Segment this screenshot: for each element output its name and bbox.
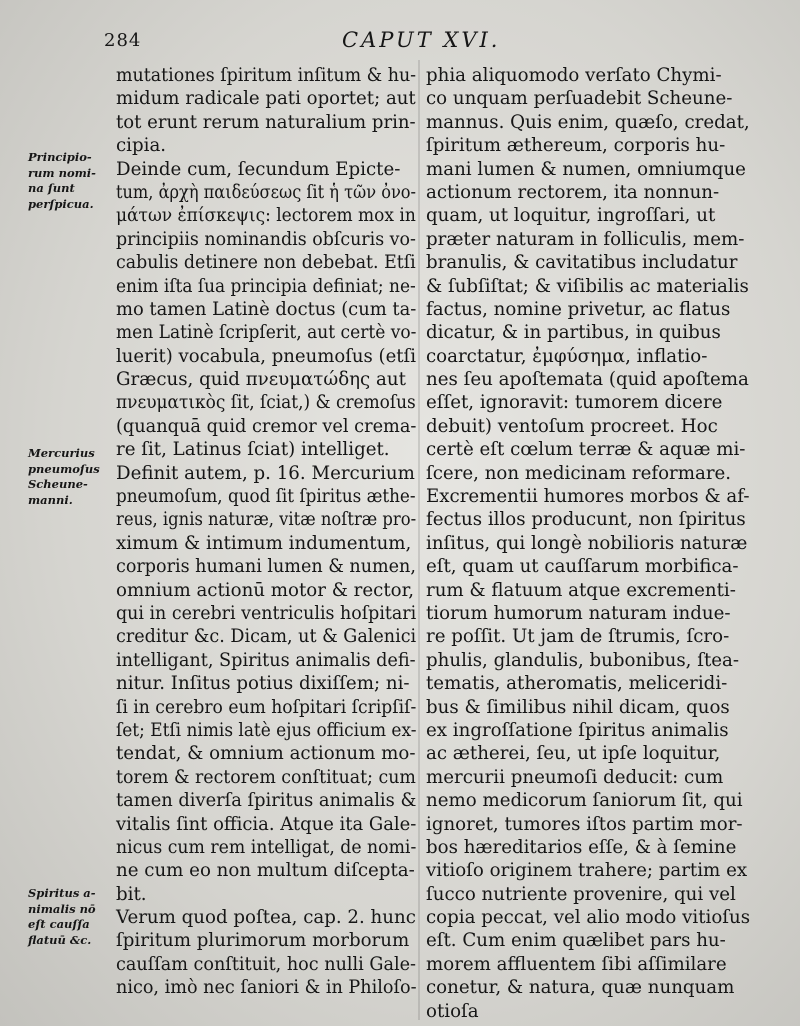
text-line: debuit) ventoſum procreet. Hoc <box>426 415 718 437</box>
text-line: nitur. Inſitus potius dixiſſem; ni- <box>116 673 410 695</box>
text-line: morem affluentem ſibi aſſimilare <box>426 953 727 975</box>
text-line: pneumoſum, quod ſit ſpiritus æthe- <box>116 486 416 508</box>
text-line: ſpiritum æthereum, corporis hu- <box>426 135 726 157</box>
text-line: actionum rectorem, ita nonnun- <box>426 181 720 203</box>
text-line: phulis, glandulis, bubonibus, ſtea- <box>426 649 740 671</box>
text-line: quam, ut loquitur, ingroſſari, ut <box>426 205 716 227</box>
margin-note-line: flatuū &c. <box>28 932 92 947</box>
text-line: πνευματικὸς ſit, ſciat,) & cremoſus <box>116 392 416 414</box>
margin-note-line: Scheune- <box>28 477 88 491</box>
margin-note-spiritus <box>28 886 114 948</box>
text-line: principiis nominandis obſcuris vo- <box>116 228 416 250</box>
text-line: mo tamen Latinè doctus (cum ta- <box>116 298 417 320</box>
text-line: bit. <box>116 883 147 905</box>
margin-note-line: na ſunt <box>28 181 75 195</box>
right-text-column <box>426 64 778 1023</box>
text-line: phia aliquomodo verſato Chymi- <box>426 65 722 86</box>
text-line: ſet; Etſi nimis latè ejus officium ex- <box>116 719 417 741</box>
text-line: certè eſt cœlum terræ & aquæ mi- <box>426 439 746 461</box>
margin-note-line: eſt cauſſa <box>28 917 90 931</box>
left-text-column <box>116 64 416 1000</box>
text-line: nico, imò nec ſaniori & in Philoſo- <box>116 977 417 999</box>
text-line: tematis, atheromatis, meliceridi- <box>426 673 728 695</box>
text-line: tiorum humorum naturam indue- <box>426 602 731 624</box>
text-line: ſpiritum plurimorum morborum <box>116 930 410 952</box>
margin-note-mercurius <box>28 446 114 508</box>
text-line: Verum quod poſtea, cap. 2. hunc <box>116 907 416 929</box>
text-line: copia peccat, vel alio modo vitioſus <box>426 907 751 929</box>
text-line: intelligant, Spiritus animalis defi- <box>116 649 416 671</box>
margin-note-line: Spiritus a- <box>28 886 96 900</box>
text-line: corporis humani lumen & numen, <box>116 556 416 578</box>
text-line: μάτων ἐπίσκεψις: lectorem mox in <box>116 205 416 227</box>
text-line: & ſubſiſtat; & viſibilis ac materialis <box>426 275 749 297</box>
text-line: ſucco nutriente provenire, qui vel <box>426 883 736 905</box>
text-line: Definit autem, p. 16. Mercurium <box>116 462 415 484</box>
text-line: ximum & intimum indumentum, <box>116 532 412 554</box>
text-line: fectus illos producunt, non ſpiritus <box>426 509 746 531</box>
text-line: enim iſta ſua principia definiat; ne- <box>116 275 416 297</box>
text-line: cauſſam conſtituit, hoc nulli Gale- <box>116 953 416 975</box>
page-number: 284 <box>104 30 142 51</box>
text-line: coarctatur, ἐμφύσημα, inflatio- <box>426 345 708 367</box>
text-line: otioſa <box>426 1000 479 1022</box>
text-line: qui in cerebri ventriculis hoſpitari <box>116 602 417 624</box>
text-line: nicus cum rem intelligat, de nomi- <box>116 836 417 858</box>
margin-note-principiorum <box>28 150 114 212</box>
margin-note-line: Principio- <box>28 150 92 164</box>
text-line: mercurii pneumoſi deducit: cum <box>426 766 724 788</box>
text-line: midum radicale pati oportet; aut <box>116 88 416 110</box>
text-line: tamen diverſa ſpiritus animalis & <box>116 790 417 812</box>
text-line: eſt. Cum enim quælibet pars hu- <box>426 930 726 952</box>
text-line: re poſſit. Ut jam de ſtrumis, ſcro- <box>426 626 730 648</box>
text-line: torem & rectorem conſtituat; cum <box>116 766 416 788</box>
text-line: re ſit, Latinus ſciat) intelliget. <box>116 439 390 461</box>
text-line: reus, ignis naturæ, vitæ noſtræ pro- <box>116 509 417 531</box>
text-line: nes ſeu apoſtemata (quid apoſtema <box>426 369 749 391</box>
text-line: rum & flatuum atque excrementi- <box>426 579 736 601</box>
text-line: ne cum eo non multum diſcepta- <box>116 860 415 882</box>
margin-note-line: Mercurius <box>28 446 95 460</box>
text-line: creditur &c. Dicam, ut & Galenici <box>116 626 417 648</box>
text-line: omnium actionū motor & rector, <box>116 579 415 601</box>
text-line: cipia. <box>116 135 167 157</box>
text-line: mannus. Quis enim, quæſo, credat, <box>426 111 750 133</box>
text-line: eſſet, ignoravit: tumorem dicere <box>426 392 723 414</box>
text-line: mani lumen & numen, omniumque <box>426 158 746 180</box>
text-line: ac ætherei, ſeu, ut ipſe loquitur, <box>426 743 721 765</box>
running-head: CAPUT XVI. <box>342 28 501 52</box>
text-line: bus & ſimilibus nihil dicam, quos <box>426 696 730 718</box>
text-line: Græcus, quid πνευματώδης aut <box>116 369 406 391</box>
text-line: vitalis ſint officia. Atque ita Gale- <box>116 813 417 835</box>
text-line: conetur, & natura, quæ nunquam <box>426 977 735 999</box>
text-line: branulis, & cavitatibus includatur <box>426 252 738 274</box>
margin-note-line: pneumoſus <box>28 461 100 476</box>
text-line: co unquam perſuadebit Scheune- <box>426 88 733 110</box>
margin-note-line: manni. <box>28 492 73 507</box>
margin-note-line: rum nomi- <box>28 165 96 180</box>
text-line: vitioſo originem trahere; partim ex <box>426 860 748 882</box>
text-line: tot erunt rerum naturalium prin- <box>116 111 416 133</box>
text-line: ignoret, tumores iſtos partim mor- <box>426 813 743 835</box>
text-line: mutationes ſpiritum inſitum & hu- <box>116 65 417 86</box>
text-line: tum, ἀρχὴ παιδεύσεως ſit ἡ τῶν ὀνο- <box>116 181 417 203</box>
margin-note-line: perſpicua. <box>28 196 94 211</box>
text-line: eſt, quam ut cauſſarum morbifica- <box>426 556 739 578</box>
text-line: cabulis detinere non debebat. Etſi <box>116 252 416 274</box>
column-gutter <box>418 60 420 1020</box>
text-line: dicatur, & in partibus, in quibus <box>426 322 721 344</box>
text-line: factus, nomine privetur, ac flatus <box>426 298 731 320</box>
text-line: inſitus, qui longè nobilioris naturæ <box>426 532 748 554</box>
text-line: Deinde cum, ſecundum Epicte- <box>116 158 401 180</box>
text-line: luerit) vocabula, pneumoſus (etſi <box>116 345 417 367</box>
text-line: præter naturam in folliculis, mem- <box>426 228 745 250</box>
text-line: ex ingroſſatione ſpiritus animalis <box>426 719 729 741</box>
page-header <box>0 26 800 56</box>
text-line: ſi in cerebro eum hoſpitari ſcripſiſ- <box>116 696 417 718</box>
text-line: bos hæreditarios eſſe, & à ſemine <box>426 836 737 858</box>
margin-note-line: nimalis nō <box>28 901 96 916</box>
text-line: Excrementii humores morbos & af- <box>426 486 750 508</box>
text-line: (quanquā quid cremor vel crema- <box>116 415 417 437</box>
text-line: ſcere, non medicinam reformare. <box>426 462 732 484</box>
text-line: men Latinè ſcripſerit, aut certè vo- <box>116 322 417 344</box>
text-line: tendat, & omnium actionum mo- <box>116 743 416 765</box>
text-line: nemo medicorum ſaniorum ſit, qui <box>426 790 743 812</box>
